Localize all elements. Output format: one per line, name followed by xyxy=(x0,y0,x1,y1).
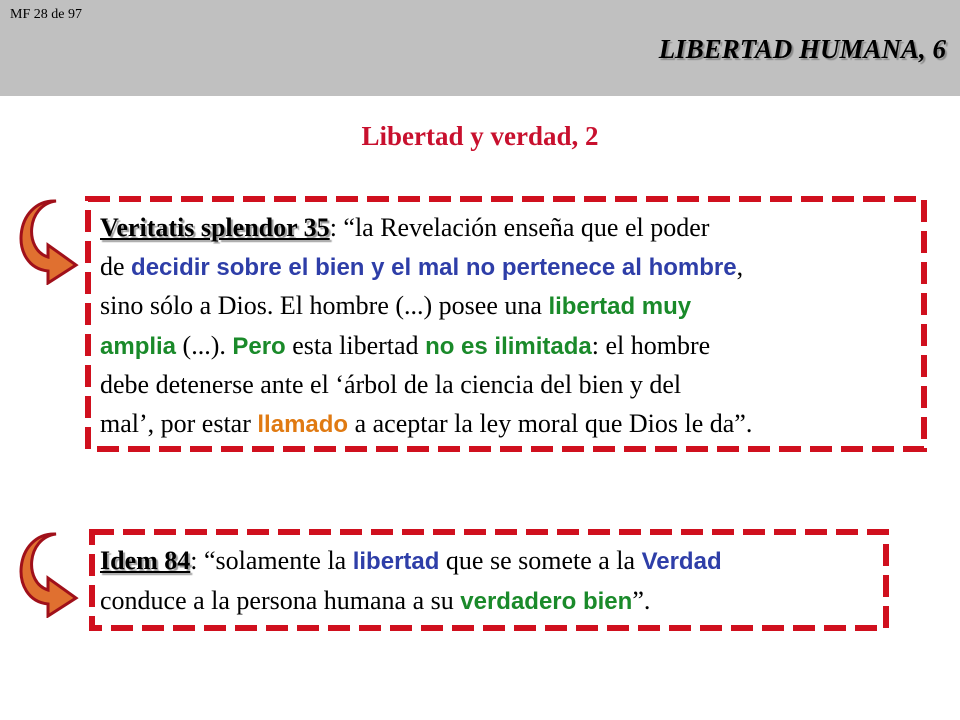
quote-fragment: a aceptar la ley moral que Dios le da”. xyxy=(348,408,753,438)
emphasis-green: verdadero bien xyxy=(460,587,633,615)
quote-fragment: que se somete a la xyxy=(439,546,642,575)
emphasis-green: Pero xyxy=(232,332,286,360)
quote-fragment: : “solamente la xyxy=(190,546,353,575)
quote-fragment: (...). xyxy=(176,330,233,360)
quote-fragment: de xyxy=(100,251,132,281)
quote-fragment: esta libertad xyxy=(285,330,426,360)
quote-source: Idem 84 xyxy=(100,546,191,575)
curved-arrow-icon xyxy=(16,528,86,618)
quote-fragment: : “la Revelación enseña que el poder xyxy=(329,213,710,242)
emphasis-green: libertad muy xyxy=(548,293,692,320)
emphasis-blue: decidir sobre el bien y el mal no pertenece al hombre xyxy=(131,253,737,281)
quote-fragment: ”. xyxy=(632,585,651,615)
quote-fragment: , xyxy=(736,251,744,281)
quote-source: Veritatis splendor 35 xyxy=(100,213,330,242)
quote-line xyxy=(100,542,722,582)
emphasis-blue: Verdad xyxy=(641,548,722,575)
quote-line xyxy=(100,582,722,622)
quote-fragment: mal’, por estar xyxy=(100,408,258,438)
slide-title: LIBERTAD HUMANA, 6 xyxy=(658,34,946,64)
page-counter: MF 28 de 97 xyxy=(10,7,82,22)
quote-fragment: sino sólo a Dios. El hombre (...) posee una xyxy=(100,291,549,320)
slide-subtitle: Libertad y verdad, 2 xyxy=(361,121,599,151)
emphasis-blue: libertad xyxy=(352,548,440,575)
quote-fragment: debe detenerse ante el ‘árbol de la ciencia del bien y del xyxy=(100,370,682,399)
quote-text-idem xyxy=(100,542,722,621)
quote-fragment: : el hombre xyxy=(591,330,711,360)
emphasis-green: no es ilimitada xyxy=(425,332,592,360)
quote-fragment: conduce a la persona humana a su xyxy=(100,585,461,615)
emphasis-green: amplia xyxy=(100,332,177,360)
emphasis-orange: llamado xyxy=(257,410,349,438)
